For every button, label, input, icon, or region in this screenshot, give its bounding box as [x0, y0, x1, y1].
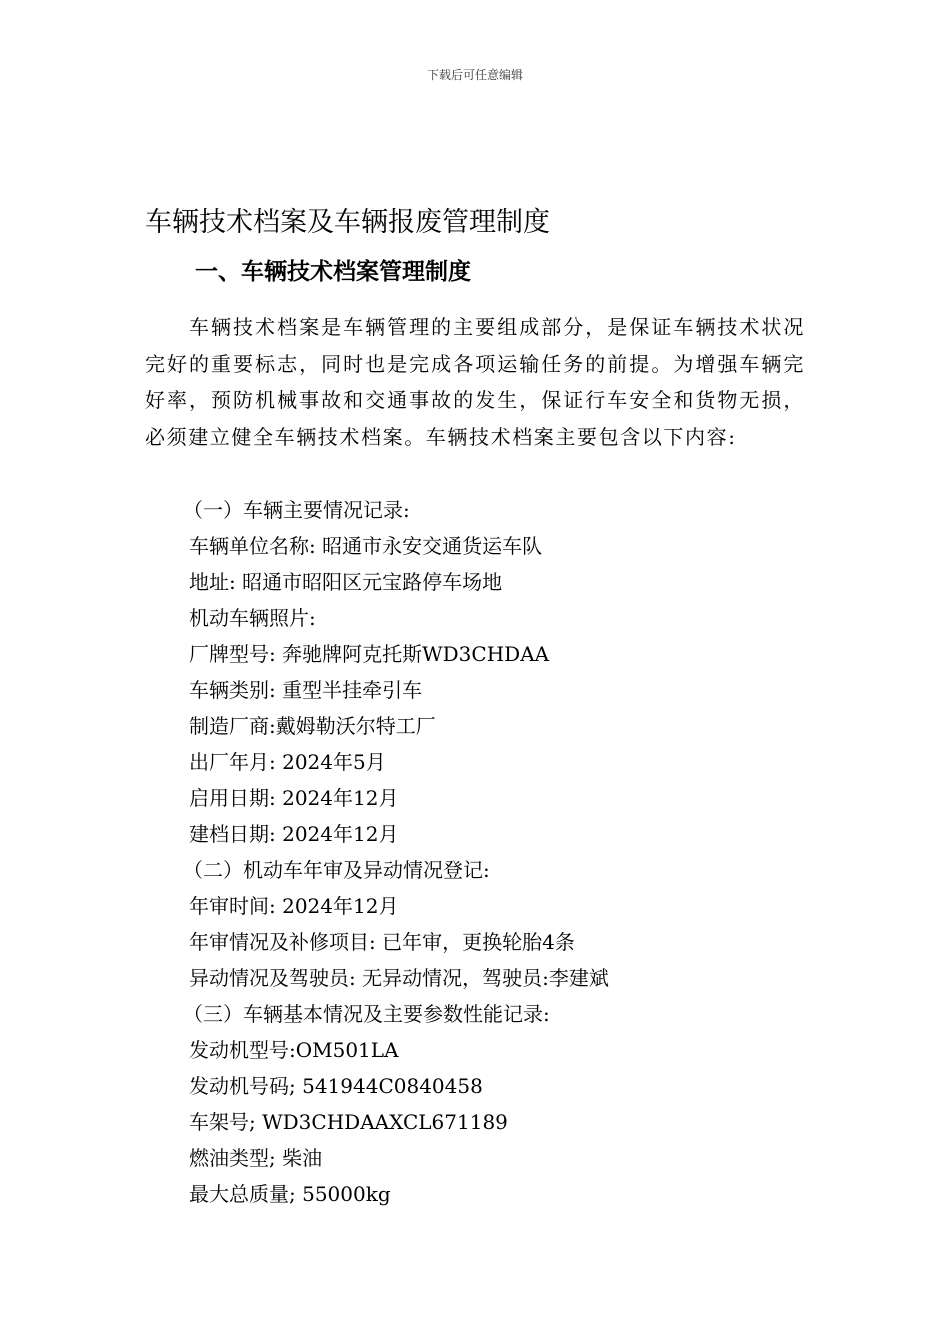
record-line-vehicle-category: 车辆类别: 重型半挂牵引车	[189, 678, 423, 702]
subsection-heading-basic-params: （三）车辆基本情况及主要参数性能记录:	[183, 1002, 550, 1026]
record-line-max-mass: 最大总质量; 55000kg	[189, 1182, 391, 1206]
document-title: 车辆技术档案及车辆报废管理制度	[145, 207, 550, 238]
record-line-start-date: 启用日期: 2024年12月	[189, 786, 399, 810]
page-header-note: 下载后可任意编辑	[426, 68, 523, 82]
record-line-changes-driver: 异动情况及驾驶员: 无异动情况，驾驶员:李建斌	[189, 966, 609, 990]
record-line-engine-model: 发动机型号:OM501LA	[189, 1038, 399, 1062]
record-lines	[183, 492, 809, 1212]
record-line-engine-number: 发动机号码; 541944C0840458	[189, 1074, 483, 1098]
section-heading: 一、车辆技术档案管理制度	[195, 259, 471, 285]
record-line-vehicle-photo: 机动车辆照片:	[189, 606, 316, 630]
subsection-heading-annual-review: （二）机动车年审及异动情况登记:	[183, 858, 490, 882]
record-line-filing-date: 建档日期: 2024年12月	[189, 822, 399, 846]
record-line-review-time: 年审时间: 2024年12月	[189, 894, 399, 918]
subsection-heading-main-info: （一）车辆主要情况记录:	[183, 498, 410, 522]
record-line-review-items: 年审情况及补修项目: 已年审，更换轮胎4条	[189, 930, 575, 954]
record-line-frame-number: 车架号; WD3CHDAAXCL671189	[189, 1110, 508, 1134]
record-line-brand-model: 厂牌型号: 奔驰牌阿克托斯WD3CHDAA	[189, 642, 550, 666]
intro-paragraph: 车辆技术档案是车辆管理的主要组成部分，是保证车辆技术状况完好的重要标志，同时也是完成各项运输任务的前提。为增强车辆完好率，预防机械事故和交通事故的发生，保证行车安全和货物无损，必须建立健全车辆技术档案。车辆技术档案主要包含以下内容:	[145, 315, 805, 449]
record-line-manufacturer: 制造厂商:戴姆勒沃尔特工厂	[189, 714, 436, 738]
record-line-unit-name: 车辆单位名称: 昭通市永安交通货运车队	[189, 534, 543, 558]
record-line-address: 地址: 昭通市昭阳区元宝路停车场地	[189, 570, 503, 594]
record-line-fuel-type: 燃油类型; 柴油	[189, 1146, 323, 1170]
record-line-production-date: 出厂年月: 2024年5月	[189, 750, 386, 774]
